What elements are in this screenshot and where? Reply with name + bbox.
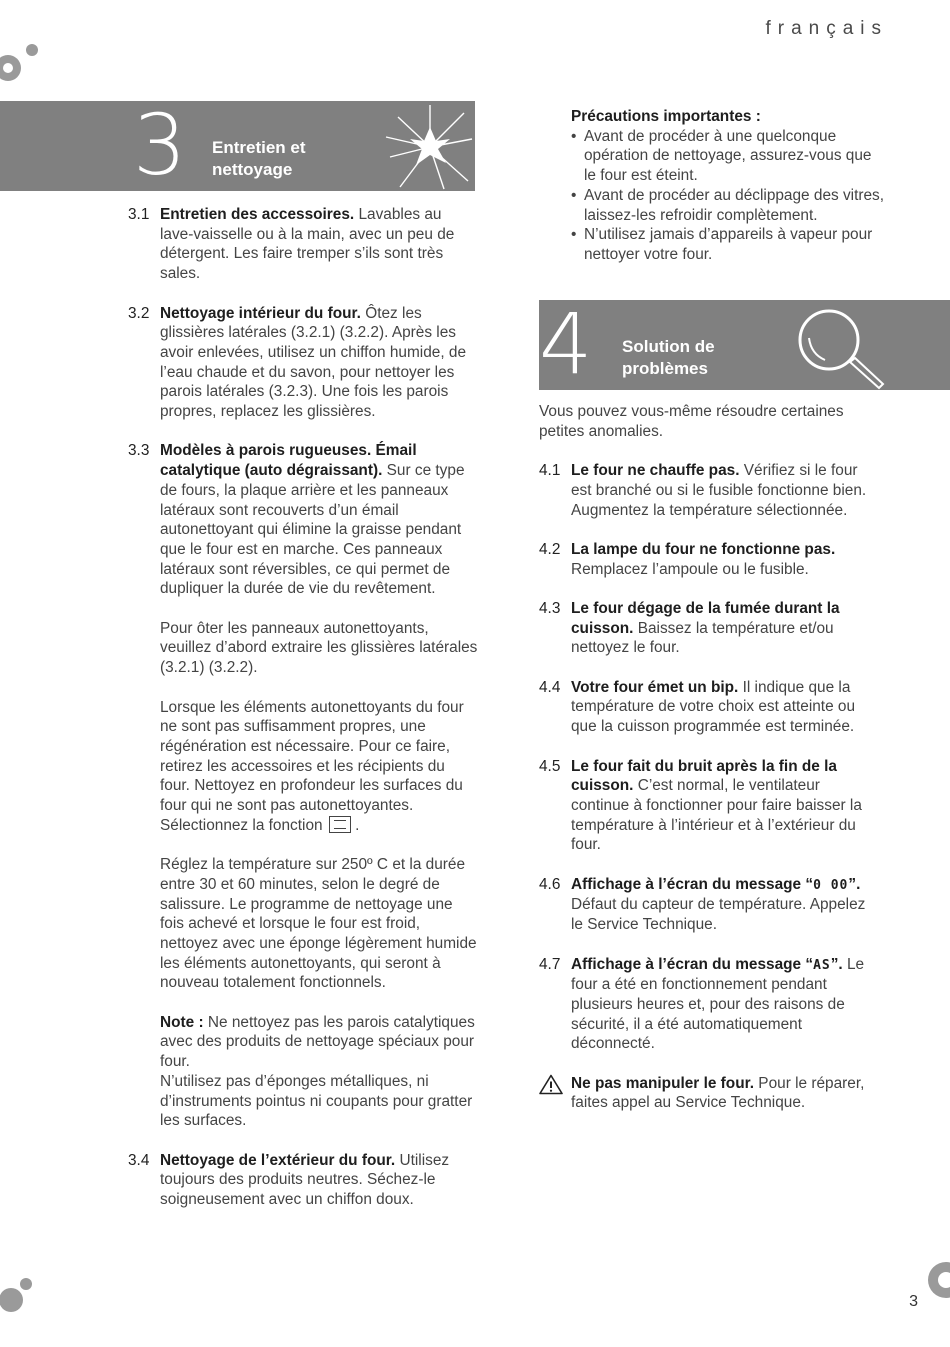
- section-4-6: 4.6 Affichage à l’écran du message “0 00”. Défaut du capteur de température. Appelez le Service Technique.: [539, 875, 866, 934]
- decorative-circles-top: [0, 38, 44, 90]
- magnifier-icon: [795, 308, 885, 390]
- section-title: Solution de problèmes: [622, 337, 715, 378]
- section-4-1: 4.1 Le four ne chauffe pas. Vérifiez si le four est branché ou si le fusible fonctionne bien. Augmentez la température sélectionnée.: [539, 462, 867, 519]
- sparkle-icon: [384, 103, 476, 191]
- list-item: • Avant de procéder à une quelconque opération de nettoyage, assurez-vous que le four est éteint.: [571, 127, 886, 186]
- section-3-4: 3.4 Nettoyage de l’extérieur du four. Utilisez toujours des produits neutres. Séchez-le soigneusement avec un chiffon doux.: [128, 1151, 450, 1209]
- precautions-block: [571, 107, 886, 265]
- section-4-intro: Vous pouvez vous-même résoudre certaines petites anomalies.: [539, 403, 844, 440]
- section-4-banner: [539, 295, 950, 393]
- cleaning-function-icon: [329, 816, 351, 833]
- section-title: Entretien et nettoyage: [212, 138, 306, 179]
- section-3-3: 3.3 Modèles à parois rugueuses. Émail catalytique (auto dégraissant). Sur ce type de fours, la plaque arrière et les panneaux latéraux sont recouverts d’un émail autonettoyant qui élimine la graisse pendant que le four est en marche. Ces panneaux latéraux sont réversibles, ce qui permet de dupliquer la durée de vie du revêtement. Pour ôter les panneaux autonettoyants, veuillez d’abord extraire les glissières latérales (3.2.1) (3.2.2). Lorsque les éléments autonettoyants du four ne sont pas suffisamment propres, une régénération est nécessaire. Pour ce faire, retirez les accessoires et les récipients du four. Nettoyez en profondeur les surfaces du four qui ne sont pas autonettoyantes. Sélectionnez la fonction . Réglez la température sur 250º C et la durée entre 30 et 60 minutes, selon le degré de salissure. Le programme de nettoyage une fois achevé et lorsque le four est froid, nettoyez avec une éponge légèrement humide les éléments autonettoyants, qui seront à nouveau totalement fonctionnels. Note : Ne nettoyez pas les parois catalytiques avec des produits de nettoyage spéciaux pour four. N’utilisez pas d’éponges métalliques, ni d’instruments pointus ni coupants pour gratter les surfaces.: [128, 442, 478, 1130]
- section-3-banner: [0, 96, 475, 194]
- page-number: 3: [909, 1293, 918, 1310]
- left-column: [128, 205, 478, 1210]
- list-item: • Avant de procéder au déclippage des vitres, laissez-les refroidir complètement.: [571, 186, 886, 225]
- section-number: 3: [133, 96, 187, 194]
- decorative-circles-bottom: [0, 1274, 40, 1316]
- precautions-list: [571, 127, 886, 265]
- warning-icon: [539, 1074, 563, 1095]
- warning-note: Ne pas manipuler le four. Pour le réparer, faites appel au Service Technique.: [539, 1074, 879, 1113]
- display-code: 0 00: [813, 877, 849, 893]
- section-4-2: 4.2 La lampe du four ne fonctionne pas. Remplacez l’ampoule ou le fusible.: [539, 540, 836, 578]
- precautions-title: Précautions importantes :: [571, 108, 761, 125]
- language-label: français: [765, 18, 888, 39]
- section-3-1: 3.1 Entretien des accessoires. Lavables au lave-vaisselle ou à la main, avec un peu de détergent. Les faire tremper s’ils sont très sales.: [128, 206, 455, 283]
- section-4-3: 4.3 Le four dégage de la fumée durant la cuisson. Baissez la température et/ou nettoyez le four.: [539, 599, 840, 657]
- right-column: [539, 402, 879, 1113]
- section-4-7: 4.7 Affichage à l’écran du message “AS”. Le four a été en fonctionnement pendant plusieurs heures et, pour des raisons de sécurité, il a été automatiquement déconnecté.: [539, 955, 865, 1053]
- display-code: AS: [813, 957, 831, 973]
- decorative-circle-right: [918, 1258, 950, 1302]
- section-number: 4: [539, 295, 593, 393]
- section-4-5: 4.5 Le four fait du bruit après la fin de la cuisson. C’est normal, le ventilateur continue à fonctionner pour faire baisser la température à l’intérieur et à l’extérieur du four.: [539, 757, 862, 854]
- section-3-2: 3.2 Nettoyage intérieur du four. Ôtez les glissières latérales (3.2.1) (3.2.2). Après les avoir enlevées, utilisez un chiffon humide, de l’eau chaude et du savon, pour nettoyer les parois latérales (3.2.3). Une fois les parois propres, replacez les glissières.: [128, 304, 467, 421]
- section-4-4: 4.4 Votre four émet un bip. Il indique que la température de votre choix est atteinte ou que la cuisson programmée est terminée.: [539, 678, 856, 736]
- list-item: • N’utilisez jamais d’appareils à vapeur pour nettoyer votre four.: [571, 225, 886, 264]
